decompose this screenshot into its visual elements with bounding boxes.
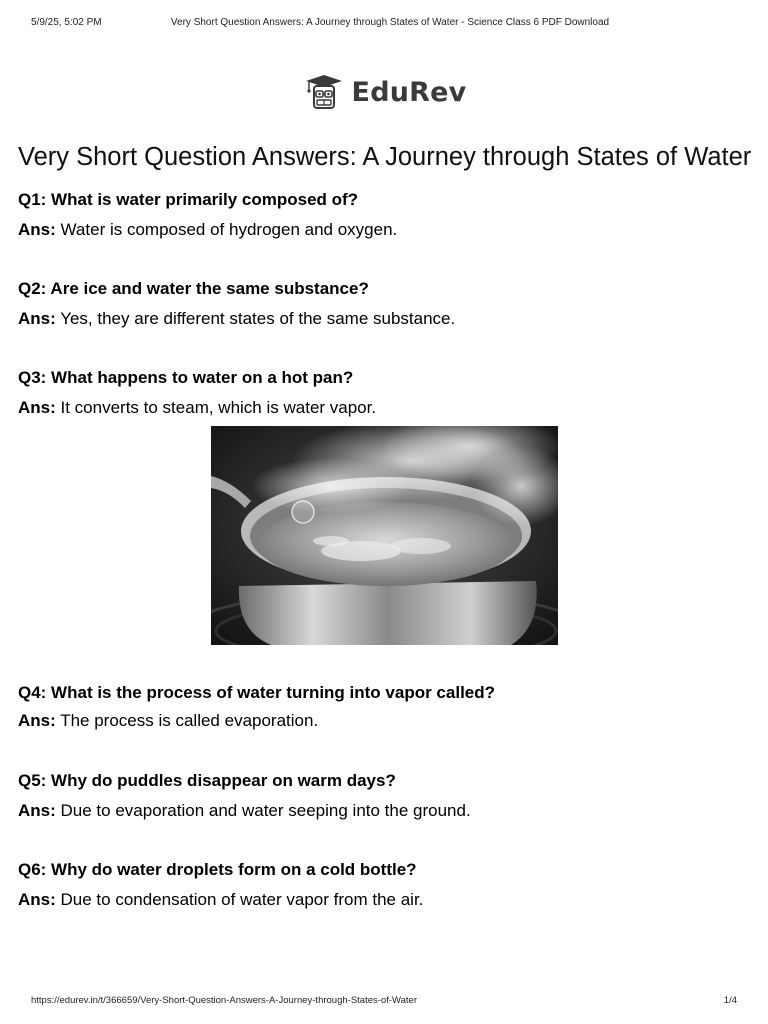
answer-label: Ans:: [18, 801, 56, 820]
answer-label: Ans:: [18, 711, 56, 730]
print-footer: [0, 995, 768, 1009]
boiling-pot-illustration: [211, 426, 558, 645]
graduate-cap-mascot-icon: [304, 74, 344, 110]
answer: [18, 309, 455, 329]
answer-label: Ans:: [18, 309, 56, 328]
answer-text: Yes, they are different states of the same substance.: [60, 309, 456, 328]
question: Q5: Why do puddles disappear on warm days?: [18, 771, 396, 790]
qa-item: [18, 279, 455, 329]
print-doc-title: Very Short Question Answers: A Journey through States of Water - Science Class 6 PDF Download: [170, 17, 610, 28]
logo-text: EduRev: [351, 76, 467, 108]
qa-item: [18, 190, 397, 240]
qa-item: [18, 683, 495, 731]
answer-label: Ans:: [18, 220, 56, 239]
page-number: 1/4: [723, 995, 737, 1006]
answer: [18, 801, 471, 821]
answer-label: Ans:: [18, 890, 56, 909]
question: Q4: What is the process of water turning into vapor called?: [18, 683, 496, 702]
answer-text: It converts to steam, which is water vapor.: [60, 398, 377, 417]
question: Q1: What is water primarily composed of?: [18, 190, 359, 209]
answer: [18, 220, 397, 240]
qa-item: [18, 860, 423, 910]
answer-text: Water is composed of hydrogen and oxygen.: [60, 220, 398, 239]
answer-text: The process is called evaporation.: [60, 711, 319, 730]
page-url[interactable]: https://edurev.in/t/366659/Very-Short-Question-Answers-A-Journey-through-States-of-Water: [31, 995, 417, 1006]
print-header: [0, 17, 768, 31]
answer-label: Ans:: [18, 398, 56, 417]
question: Q3: What happens to water on a hot pan?: [18, 368, 354, 387]
boiling-pot-image: [211, 426, 558, 645]
answer: [18, 398, 376, 418]
page-title: Very Short Question Answers: A Journey through States of Water: [18, 143, 752, 171]
question: Q2: Are ice and water the same substance?: [18, 279, 369, 298]
question: Q6: Why do water droplets form on a cold bottle?: [18, 860, 417, 879]
answer-text: Due to evaporation and water seeping into the ground.: [60, 801, 471, 820]
answer-text: Due to condensation of water vapor from the air.: [60, 890, 424, 909]
qa-item: [18, 771, 471, 821]
qa-item: [18, 368, 376, 418]
edurev-logo[interactable]: [0, 72, 768, 112]
answer: [18, 890, 423, 910]
answer: [18, 711, 495, 731]
print-datetime: 5/9/25, 5:02 PM: [31, 17, 102, 28]
